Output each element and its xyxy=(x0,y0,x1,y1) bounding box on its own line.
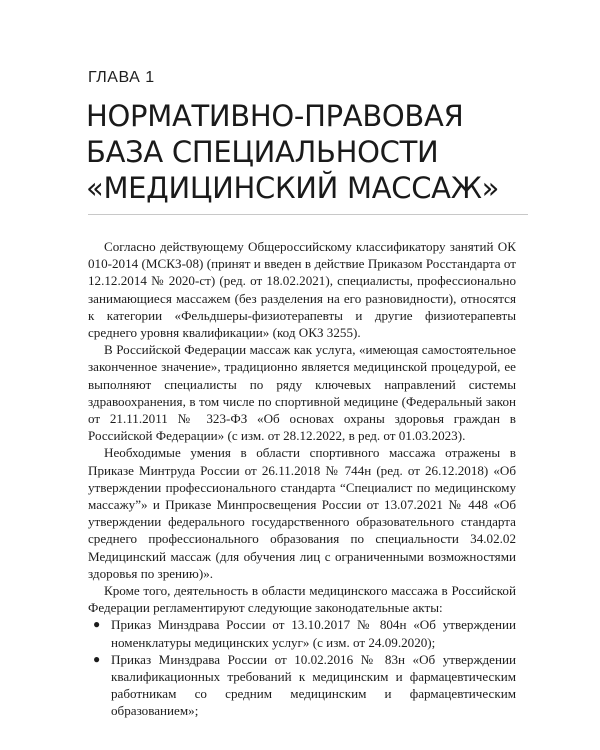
list-item xyxy=(88,651,516,720)
list-item xyxy=(88,616,516,650)
title-divider xyxy=(88,214,528,215)
body-text xyxy=(88,238,516,720)
chapter-title-line: «МЕДИЦИНСКИЙ МАССАЖ» xyxy=(86,171,500,205)
bullet-icon: ● xyxy=(93,617,101,632)
paragraph: Необходимые умения в области спортивного массажа отражены в Приказе Минтруда России от 26.11.2018 № 744н (ред. от 26.12.2018) «Об утверждении профессионального стандарта “Специалист по медицинскому массажу”» и Приказе Минпросвещения России от 13.07.2021 № 448 «Об утверждении федерального государственного образовательного стандарта среднего профессионального образования по специальности 34.02.02 Медицинский массаж (для обучения лиц с ограниченными возможностями здоровья по зрению)». xyxy=(88,445,516,581)
paragraph: В Российской Федерации массаж как услуга, «имеющая самостоятельное законченное значение», традиционно является медицинской процедурой, ее выполняют специалисты по ряду ключевых направлений системы здравоохранения, в том числе по спортивной медицине (Федеральный закон от 21.11.2011 № 323-ФЗ «Об основах охраны здоровья граждан в Российской Федерации» (с изм. от 28.12.2022, в ред. от 01.03.2023). xyxy=(88,342,516,444)
chapter-title xyxy=(86,98,526,206)
chapter-label: ГЛАВА 1 xyxy=(88,69,155,86)
chapter-title-line: БАЗА СПЕЦИАЛЬНОСТИ xyxy=(86,135,439,169)
list-item-text: Приказ Минздрава России от 13.10.2017 № 804н «Об утверждении номенклатуры медицинских услуг» (с изм. от 24.09.2020); xyxy=(111,617,516,650)
paragraph: Согласно действующему Общероссийскому классификатору занятий ОК 010-2014 (МСКЗ-08) (принят и введен в действие Приказом Росстандарта от 12.12.2014 № 2020-ст) (ред. от 18.02.2021), специалисты, профессионально занимающиеся массажем (без разделения на его разновидности), относятся к категории «Фельдшеры-физиотерапевты и другие физиотерапевты среднего уровня квалификации» (код ОКЗ 3255). xyxy=(88,239,516,341)
chapter-title-line: НОРМАТИВНО-ПРАВОВАЯ xyxy=(86,99,464,133)
bullet-icon: ● xyxy=(93,651,101,666)
paragraph: Кроме того, деятельность в области медицинского массажа в Российской Федерации регламентируют следующие законодательные акты: xyxy=(88,583,516,616)
list-item-text: Приказ Минздрава России от 10.02.2016 № 83н «Об утверждении квалификационных требований к медицинским и фармацевтическим работникам со средним медицинским и фармацевтическим образованием»; xyxy=(111,651,516,719)
legal-acts-list xyxy=(88,616,516,719)
